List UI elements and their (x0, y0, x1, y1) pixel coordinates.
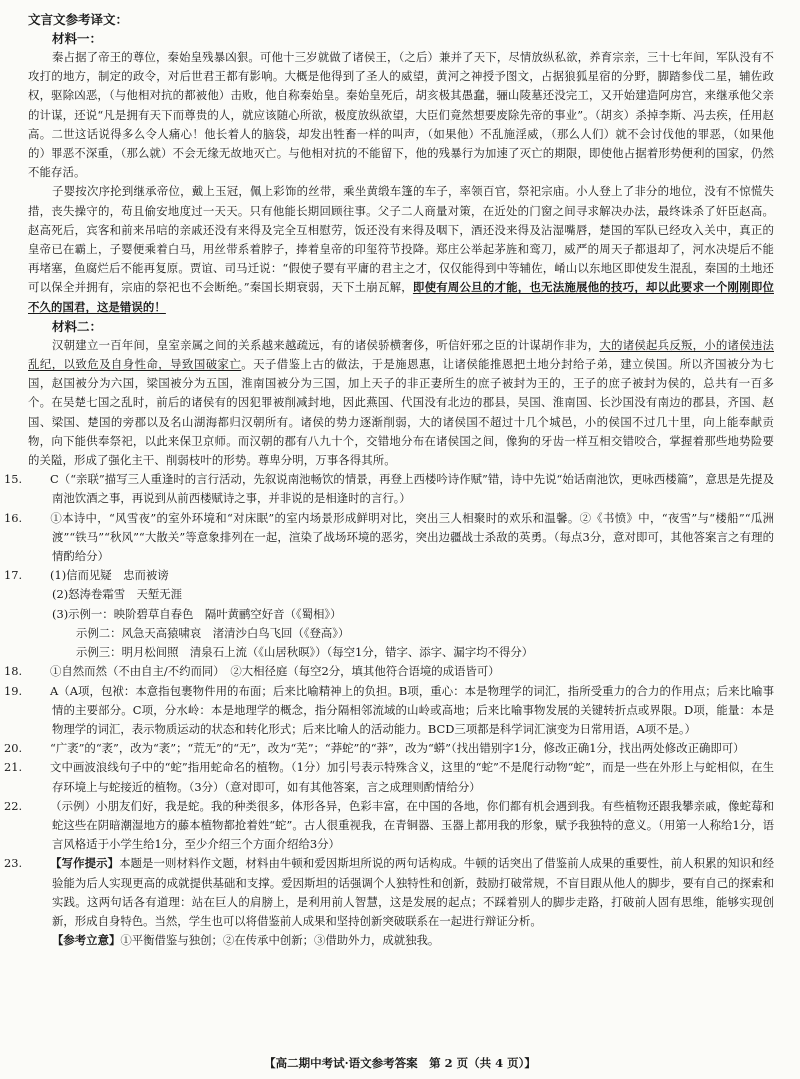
answer-23 (4, 854, 774, 931)
answer-17-line-5: 示例三：明月松间照 清泉石上流（《山居秋暝》）（每空1分，错字、添字、漏字均不得分） (76, 645, 534, 660)
answer-text: ①自然而然（不由自主/不约而同） ②大相径庭（每空2分，填其他符合语境的成语皆可） (50, 664, 500, 679)
answer-15 (4, 470, 774, 508)
question-number: 18. (4, 664, 23, 679)
answer-list (4, 470, 774, 950)
answer-text: C（“亲联”描写三人重逢时的言行活动，先叙说南池畅饮的情景，再登上西楼吟诗作赋”错，诗中先说“始话南池饮，更咏西楼篇”，意思是先提及南池饮酒之事，再说到从前西楼赋诗之事，并非说的是相逢时的言行。） (50, 472, 774, 506)
answer-23-ideas (52, 931, 774, 950)
answer-text: 本题是一则材料作文题，材料由牛顿和爱因斯坦所说的两句话构成。牛顿的话突出了借鉴前人成果的重要性，前人积累的知识和经验能为后人实现更高的成就提供基础和支撑。爱因斯坦的话强调个人独特性和创新，鼓励打破常规，不盲目跟从他人的脚步，要有自己的探索和实践。这两句话各有道理：站在巨人的肩膀上，是利用前人智慧，这是发展的起点；不踩着别人的脚步走路，打破前人固有思维，能够实现创新，形成自身特色。当然，学生也可以将借鉴前人成果和坚持创新突破联系在一起进行辩证分析。 (52, 856, 774, 928)
question-number: 16. (4, 510, 23, 525)
answer-17-line-3: (3)示例一：映阶碧草自春色 隔叶黄鹂空好音（《蜀相》） (52, 606, 342, 621)
page-footer: 【高二期中考试·语文参考答案 第 2 页（共 4 页）】 (264, 1056, 536, 1070)
answer-text: A（A项，包袱：本意指包裹物件用的布面；后来比喻精神上的负担。B项，重心：本是物理学的词汇，指所受重力的合力的作用点；后来比喻事情的主要部分。C项，分水岭：本是地理学的概念，指分隔相邻流域的山岭或高地；后来比喻事物发展的关键转折点或界限。D项，能量：本是物理学的词汇，表示物质运动的状态和转化形式；后来比喻人的活动能力。BCD三项都是科学词汇演变为日常用语，A项不是。） (50, 683, 774, 736)
reference-ideas-text: ①平衡借鉴与独创；②在传承中创新；③借助外力，成就独我。 (120, 933, 440, 948)
material-2-underlined-sentence: 大的诸侯起兵反叛，小的诸侯违法乱纪，以致危及自身性命，导致国破家亡 (28, 337, 774, 372)
answer-19 (4, 682, 774, 740)
answer-text: ①本诗中，“风雪夜”的室外环境和“对床眠”的室内场景形成鲜明对比，突出三人相聚时的欢乐和温馨。②《书愤》中，“夜雪”与“楼船”“瓜洲渡”“铁马”“秋风”“大散关”等意象排列在一起，渲染了战场环境的恶劣，突出边疆战士杀敌的英勇。（每点3分，意对即可，其他答案言之有理的情酌给分） (50, 510, 774, 564)
material-2-title: 材料二： (52, 318, 103, 334)
material-1-underlined-sentence: 即使有周公旦的才能，也无法施展他的技巧，却以此要求一个刚刚即位不久的国君，这是错误的！ (28, 280, 774, 314)
material-1-paragraph-2-text: 子婴按次序抡到继承帝位，戴上玉冠，佩上彩饰的丝带，乘坐黄缎车篷的车子，率领百官，祭祀宗庙。小人登上了非分的地位，没有不惊慌失措，丧失操守的，苟且偷安地度过一天天。只有他能长期回顾往事。父子二人商量对策，在近处的门窗之间寻求解决办法，最终诛杀了奸臣赵高。赵高死后，宾客和前来吊唁的亲戚还没有来得及完全互相慰劳，饭还没有来得及咽下，酒还没来得及沾湿嘴唇，楚国的军队已经攻入关中，真正的皇帝已在霸上，子婴便乘着白马，用丝带系着脖子，捧着皇帝的印玺符节投降。郑庄公举起茅旌和鸾刀，威严的周天子都退却了，河水决堤后不能再堵塞，鱼腐烂后不能再复原。贾谊、司马迁说：“假使子婴有平庸的君主之才，仅仅能得到中等辅佐，崤山以东地区即使发生混乱，秦国的土地还可以保全并拥有，宗庙的祭祀也不会断绝。”秦国长期衰弱，天下土崩瓦解， (28, 184, 774, 295)
question-number: 22. (4, 798, 23, 813)
material-1-paragraph-1: 秦占据了帝王的尊位，秦始皇残暴凶狠。可他十三岁就做了诸侯王，（之后）兼并了天下，尽情放纵私欲，养育宗亲，三十七年间，军队没有不攻打的地方，制定的政令，对后世君王都有影响。大概是他得到了圣人的威望，黄河之神授予图文，占据狼狐星宿的分野，脚踏参伐二星，辅佐政权，驱除凶恶，（与他相对抗的都被他）击败，他自称秦始皇。秦始皇死后，胡亥极其愚蠢，骊山陵墓还没完工，又开始建造阿房宫，来继承他父亲的计谋，还说“凡是拥有天下而尊贵的人，就应该随心所欲，极度放纵欲望，大臣们竟然想要废除先帝的事业”。（胡亥）杀掉李斯、冯去疾，任用赵高。二世这话说得多么令人痛心！他长着人的脑袋，却发出牲畜一样的叫声，（如果他）不乱施淫威，（那么人们）就不会讨伐他的罪恶，（如果他的）罪恶不深重，（那么就）不会无缘无故地灭亡。与他相对抗的不能留下，他的残暴行为加速了灭亡的期限，即使他占据着形势便利的国家，仍然不能存活。 (28, 50, 774, 180)
material-1-title: 材料一： (52, 31, 103, 46)
question-number: 17. (4, 568, 23, 583)
question-number: 21. (4, 760, 23, 775)
answer-16 (4, 509, 774, 567)
reference-ideas-tag: 【参考立意】 (52, 933, 121, 948)
answer-18 (4, 662, 774, 681)
answer-17-line-2: (2)怒涛卷霜雪 天堑无涯 (52, 587, 183, 602)
answer-17-line-4: 示例二：风急天高猿啸哀 渚清沙白鸟飞回（《登高》） (76, 625, 350, 640)
answer-17 (4, 566, 774, 585)
question-number: 15. (4, 472, 23, 487)
material-2-paragraph (28, 336, 774, 470)
answer-text: （示例）小朋友们好，我是蛇。我的种类很多，体形各异，色彩丰富，在中国的各地，你们都有机会遇到我。有些植物还跟我攀亲戚，像蛇莓和蛇这些在阴暗潮湿地方的藤本植物都抢着姓“蛇”。古人很重视我，在青铜器、玉器上都用我的形象，赋予我独特的意义。（用第一人称给1分，语言风格适于小学生给1分，至少介绍三个方面介绍给3分） (50, 798, 774, 852)
answer-text: “广袤”的“袤”，改为“袤”；“荒无”的“无”，改为“芜”；“莽蛇”的“莽”，改为“蟒”（找出错别字1分，修改正确1分，找出两处修改正确即可） (50, 741, 745, 756)
answer-17-line-1: (1)信而见疑 忠而被谤 (50, 568, 169, 583)
question-number: 20. (4, 741, 23, 756)
answer-text: 文中画波浪线句子中的“蛇”指用蛇命名的植物。（1分）加引号表示特殊含义，这里的“蛇”不是爬行动物“蛇”，而是一些在外形上与蛇相似，在生存环境上与蛇接近的植物。（3分）（意对即可，如有其他答案，言之成理则酌情给分） (50, 760, 774, 794)
answer-20 (4, 739, 774, 758)
question-number: 19. (4, 683, 23, 698)
writing-tips-tag: 【写作提示】 (50, 856, 120, 871)
answer-22 (4, 797, 774, 855)
material-2-text-c: 。天子借鉴上古的做法，于是施恩惠，让诸侯能推恩把土地分封给子弟，建立侯国。所以齐国被分为七国，赵国被分为六国，梁国被分为五国，淮南国被分为三国，加上天子的非正妻所生的庶子被封为王的，王子的庶子被封为侯的，总共有一百多个。在吴楚七国之乱时，前后的诸侯有的因犯罪被削减封地，因此燕国、代国没有北边的郡县，吴国、淮南国、长沙国没有南边的郡县，齐国、赵国、梁国、楚国的旁郡以及名山湖海都归汉朝所有。诸侯的势力逐渐削弱，大的诸侯国不超过十几个城邑，小的侯国不过几十里，向上能奉献贡物，向下能供奉祭祀，以此来保卫京师。而汉朝的郡有八九十个，交错地分布在诸侯国之间，像狗的牙齿一样互相交错咬合，掌握着那些地势险要的关隘，形成了强化主干、削弱枝叶的形势。尊卑分明，万事各得其所。 (28, 357, 774, 468)
translation-heading: 文言文参考译文： (28, 12, 129, 27)
material-1-paragraph-2 (28, 182, 774, 316)
question-number: 23. (4, 856, 23, 871)
material-2-text-a: 汉朝建立一百年间，皇室亲属之间的关系越来越疏远，有的诸侯骄横奢侈，听信奸邪之臣的计谋胡作非为， (52, 337, 600, 352)
answer-21 (4, 758, 774, 796)
